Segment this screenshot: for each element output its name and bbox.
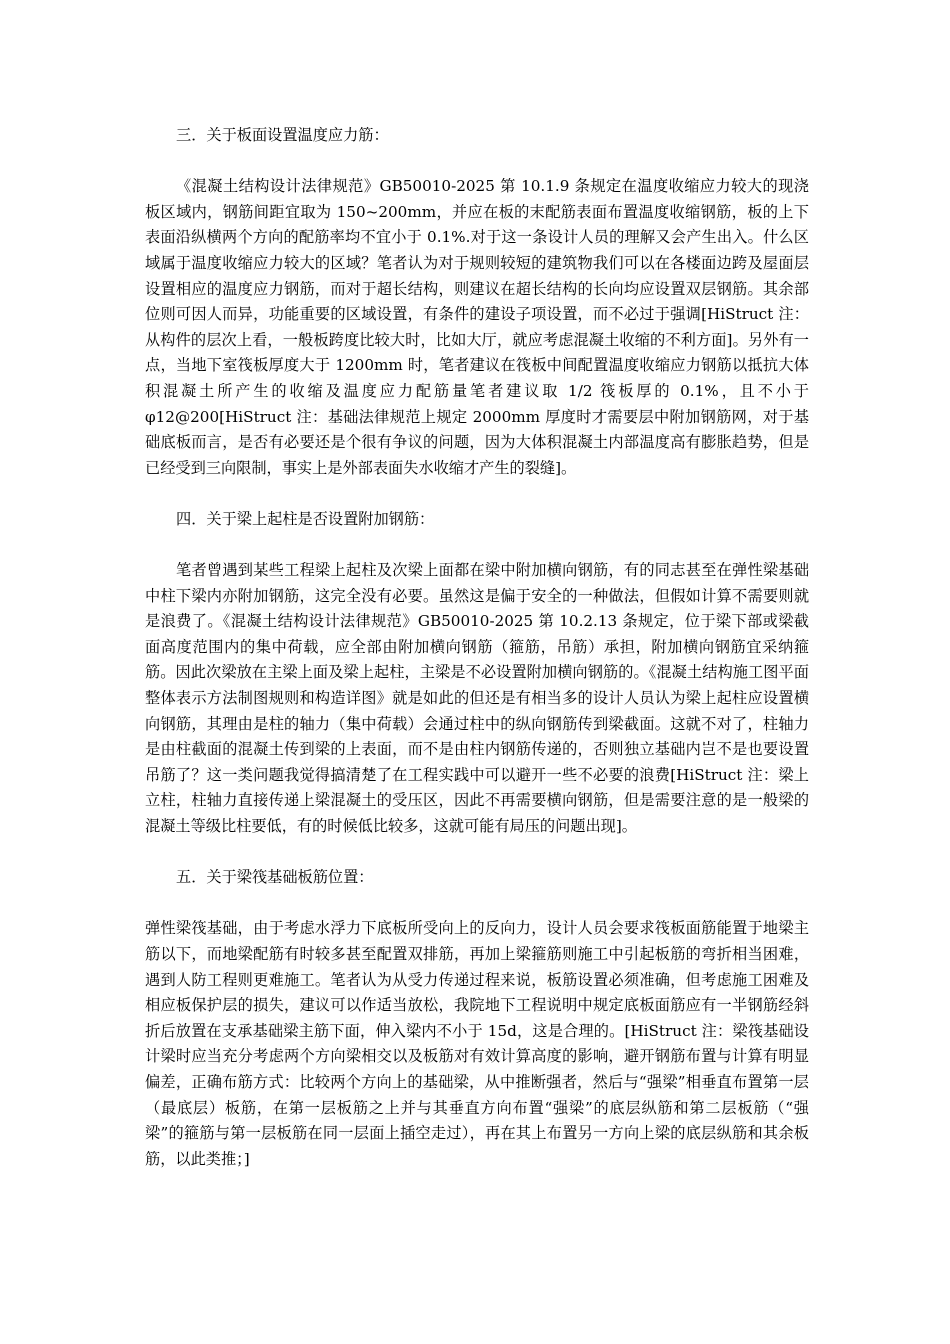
section-heading-3: 三．关于板面设置温度应力筋： <box>176 126 389 144</box>
spacer <box>145 840 809 866</box>
spacer <box>145 533 809 559</box>
spacer <box>145 149 809 175</box>
section-paragraph-3: 《混凝土结构设计法律规范》GB50010-2025 第 10.1.9 条规定在温度收缩应力较大的现浇板区域内，钢筋间距宜取为 150~200mm，并应在板的末配筋表面布置温度收缩钢筋，板的上下表面沿纵横两个方向的配筋率均不宜小于 0.1%.对于这一条设计人员的理解又会产生出入。什么区域属于温度收缩应力较大的区域？笔者认为对于规则较短的建筑物我们可以在各楼面边跨及屋面层设置相应的温度应力钢筋，而对于超长结构，则建议在超长结构的长向均应设置双层钢筋。其余部位则可因人而异，功能重要的区域设置，有条件的建设子项设置，而不必过于强调[HiStruct 注：从构件的层次上看，一般板跨度比较大时，比如大厅，就应考虑混凝土收缩的不利方面]。另外有一点，当地下室筏板厚度大于 1200mm 时，笔者建议在筏板中间配置温度收缩应力钢筋以抵抗大体积混凝土所产生的收缩及温度应力配筋量笔者建议取 1/2 筏板厚的 0.1%，且不小于 φ12@200[HiStruct 注：基础法律规范上规定 2000mm 厚度时才需要层中附加钢筋网，对于基础底板而言，是否有必要还是个很有争议的问题，因为大体积混凝土内部温度高有膨胀趋势，但是已经受到三向限制，事实上是外部表面失水收缩才产生的裂缝]。 <box>145 177 809 477</box>
section-paragraph-5: 弹性梁筏基础，由于考虑水浮力下底板所受向上的反向力，设计人员会要求筏板面筋能置于地梁主筋以下，而地梁配筋有时较多甚至配置双排筋，再加上梁箍筋则施工中引起板筋的弯折相当困难，遇到人防工程则更难施工。笔者认为从受力传递过程来说，板筋设置必须准确，但考虑施工困难及相应板保护层的损失，建议可以作适当放松，我院地下工程说明中规定底板面筋应有一半钢筋经斜折后放置在支承基础梁主筋下面，伸入梁内不小于 15d，这是合理的。[HiStruct 注：梁筏基础设计梁时应当充分考虑两个方向梁相交以及板筋对有效计算高度的影响，避开钢筋布置与计算有明显偏差，正确布筋方式：比较两个方向上的基础梁，从中推断强者，然后与“强梁”相垂直布置第一层（最底层）板筋，在第一层板筋之上并与其垂直方向布置“强梁”的底层纵筋和第二层板筋（“强梁”的箍筋与第一层板筋在同一层面上插空走过），再在其上布置另一方向上梁的底层纵筋和其余板筋，以此类推；] <box>145 919 809 1168</box>
section-heading-4: 四．关于梁上起柱是否设置附加钢筋： <box>176 509 435 528</box>
section-heading-5: 五．关于梁筏基础板筋位置： <box>176 868 374 887</box>
spacer <box>145 891 809 917</box>
document-body <box>145 123 809 1172</box>
section-paragraph-4: 笔者曾遇到某些工程梁上起柱及次梁上面都在梁中附加横向钢筋，有的同志甚至在弹性梁基础中柱下梁内亦附加钢筋，这完全没有必要。虽然这是偏于安全的一种做法，但假如计算不需要则就是浪费了。《混凝土结构设计法律规范》GB50010-2025 第 10.2.13 条规定，位于梁下部或梁截面高度范围内的集中荷载，应全部由附加横向钢筋（箍筋，吊筋）承担，附加横向钢筋宜采纳箍筋。因此次梁放在主梁上面及梁上起柱，主梁是不必设置附加横向钢筋的。《混凝土结构施工图平面整体表示方法制图规则和构造详图》就是如此的但还是有相当多的设计人员认为梁上起柱应设置横向钢筋，其理由是柱的轴力（集中荷载）会通过柱中的纵向钢筋传到梁截面。这就不对了，柱轴力是由柱截面的混凝土传到梁的上表面，而不是由柱内钢筋传递的，否则独立基础内岂不是也要设置吊筋了？这一类问题我觉得搞清楚了在工程实践中可以避开一些不必要的浪费[HiStruct 注：梁上立柱，柱轴力直接传递上梁混凝土的受压区，因此不再需要横向钢筋，但是需要注意的是一般梁的混凝土等级比柱要低，有的时候低比较多，这就可能有局压的问题出现]。 <box>145 561 809 836</box>
spacer <box>145 481 809 507</box>
